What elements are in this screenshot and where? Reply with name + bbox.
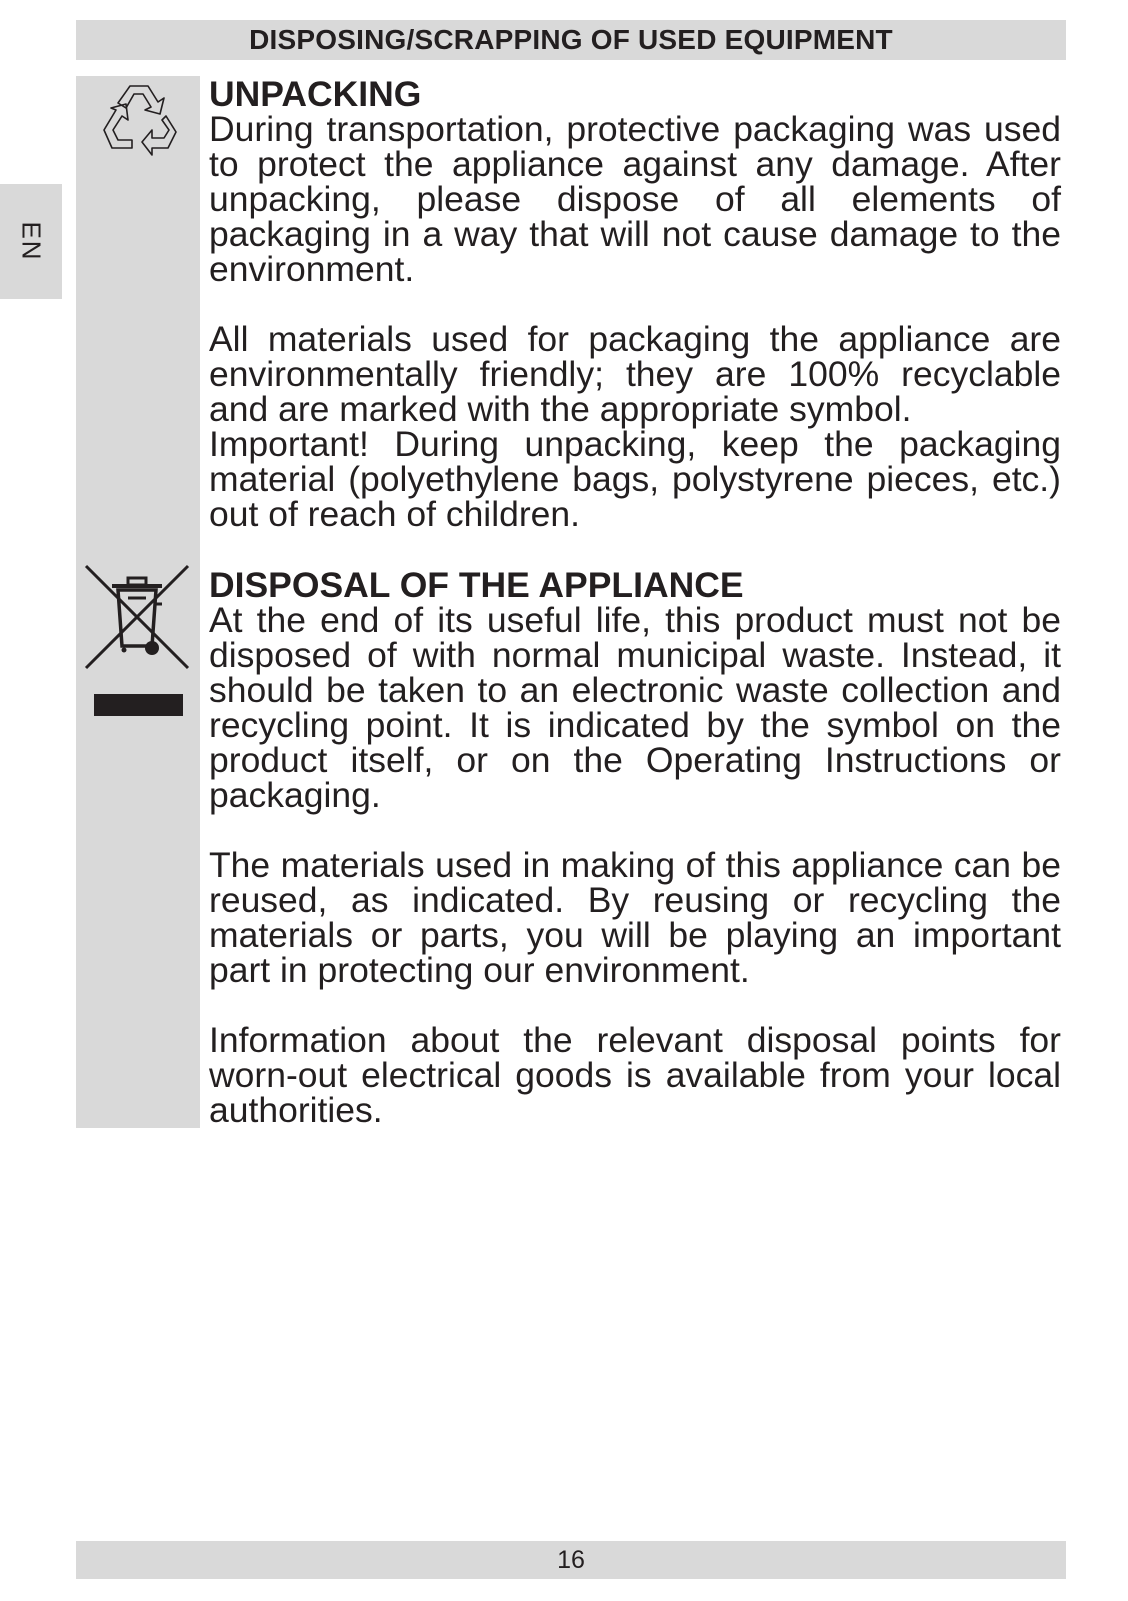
page-header-title: DISPOSING/SCRAPPING OF USED EQUIPMENT	[249, 24, 893, 55]
unpacking-paragraph-3: Important! During unpacking, keep the packaging material (polyethylene bags, polystyrene pieces, etc.) out of reach of children.	[209, 424, 1061, 534]
disposal-paragraph-2: The materials used in making of this appliance can be reused, as indicated. By reusing or recycling the materials or parts, you will be playing an important part in protecting our environment.	[209, 845, 1061, 990]
language-label: EN	[16, 221, 47, 262]
weee-underline-bar	[94, 694, 183, 716]
disposal-paragraph-1: At the end of its useful life, this product must not be disposed of with normal municipal waste. Instead, it should be taken to an electronic waste collection and recycling point. It is indicated by the symbol on the product itself, or on the Operating Instructions or packaging.	[209, 600, 1061, 815]
main-content	[209, 76, 1061, 1128]
unpacking-paragraph-2: All materials used for packaging the appliance are environmentally friendly; they are 100% recyclable and are marked with the appropriate symbol.	[209, 319, 1061, 429]
language-tab	[0, 184, 62, 299]
section-heading-disposal: DISPOSAL OF THE APPLIANCE	[209, 565, 744, 605]
page-number: 16	[557, 1545, 585, 1574]
recycle-icon	[96, 78, 184, 166]
section-heading-unpacking: UNPACKING	[209, 74, 422, 114]
crossed-out-wheelie-bin-icon	[84, 564, 192, 684]
unpacking-paragraph-1: During transportation, protective packaging was used to protect the appliance against any damage. After unpacking, please dispose of all elements of packaging in a way that will not cause damage to the environment.	[209, 109, 1061, 289]
disposal-paragraph-3: Information about the relevant disposal points for worn-out electrical goods is available from your local authorities.	[209, 1020, 1061, 1130]
page-footer	[76, 1541, 1066, 1579]
page-header	[76, 20, 1066, 60]
